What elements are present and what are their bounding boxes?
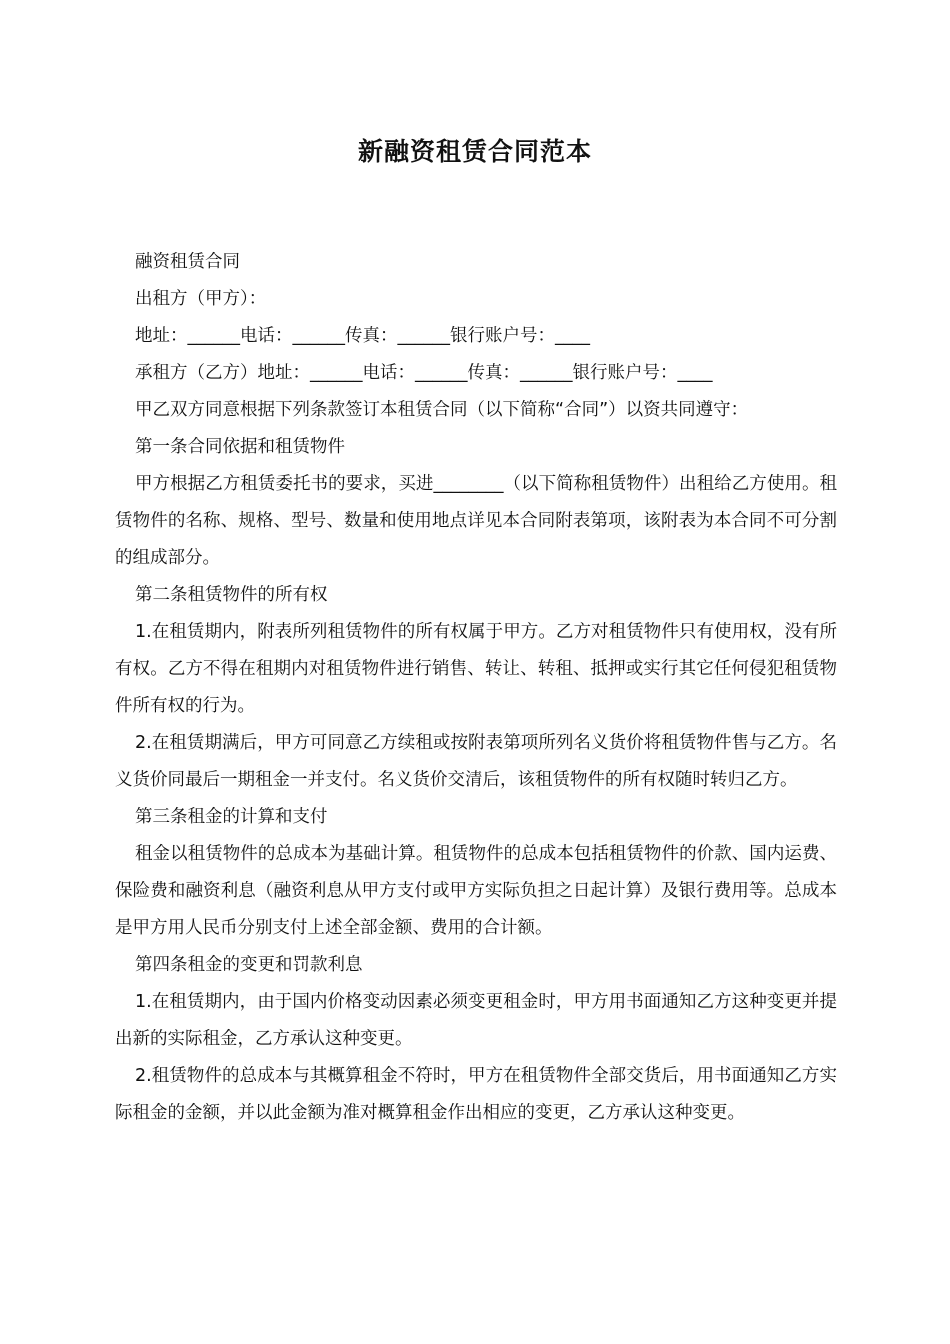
- paragraph: 租金以租赁物件的总成本为基础计算。租赁物件的总成本包括租赁物件的价款、国内运费、保险费和融资利息（融资利息从甲方支付或甲方实际负担之日起计算）及银行费用等。总成本是甲方用人民币分别支付上述全部金额、费用的合计额。: [115, 844, 837, 938]
- paragraph: 第一条合同依据和租赁物件: [135, 437, 345, 457]
- document-body: [115, 244, 837, 1132]
- paragraph: 融资租赁合同: [135, 252, 240, 272]
- paragraph: 出租方（甲方）：: [135, 289, 267, 309]
- document-title: 新融资租赁合同范本: [357, 137, 592, 166]
- paragraph: 2.租赁物件的总成本与其概算租金不符时，甲方在租赁物件全部交货后，用书面通知乙方实际租金的金额，并以此金额为准对概算租金作出相应的变更，乙方承认这种变更。: [115, 1066, 837, 1123]
- paragraph: 甲乙双方同意根据下列条款签订本租赁合同（以下简称“合同”）以资共同遵守：: [135, 400, 749, 420]
- paragraph: 第二条租赁物件的所有权: [135, 585, 328, 605]
- paragraph: 承租方（乙方）地址：______电话：______传真：______银行账户号：____: [135, 363, 713, 383]
- paragraph: 1.在租赁期内，附表所列租赁物件的所有权属于甲方。乙方对租赁物件只有使用权，没有所有权。乙方不得在租期内对租赁物件进行销售、转让、转租、抵押或实行其它任何侵犯租赁物件所有权的行为。: [115, 622, 837, 716]
- paragraph: 第三条租金的计算和支付: [135, 807, 328, 827]
- paragraph: 第四条租金的变更和罚款利息: [135, 955, 363, 975]
- paragraph: 地址：______电话：______传真：______银行账户号：____: [135, 326, 590, 346]
- paragraph: 甲方根据乙方租赁委托书的要求，买进________（以下简称租赁物件）出租给乙方使用。租赁物件的名称、规格、型号、数量和使用地点详见本合同附表第项，该附表为本合同不可分割的组成部分。: [115, 474, 837, 568]
- paragraph: 1.在租赁期内，由于国内价格变动因素必须变更租金时，甲方用书面通知乙方这种变更并提出新的实际租金，乙方承认这种变更。: [115, 992, 837, 1049]
- paragraph: 2.在租赁期满后，甲方可同意乙方续租或按附表第项所列名义货价将租赁物件售与乙方。名义货价同最后一期租金一并支付。名义货价交清后，该租赁物件的所有权随时转归乙方。: [115, 733, 837, 790]
